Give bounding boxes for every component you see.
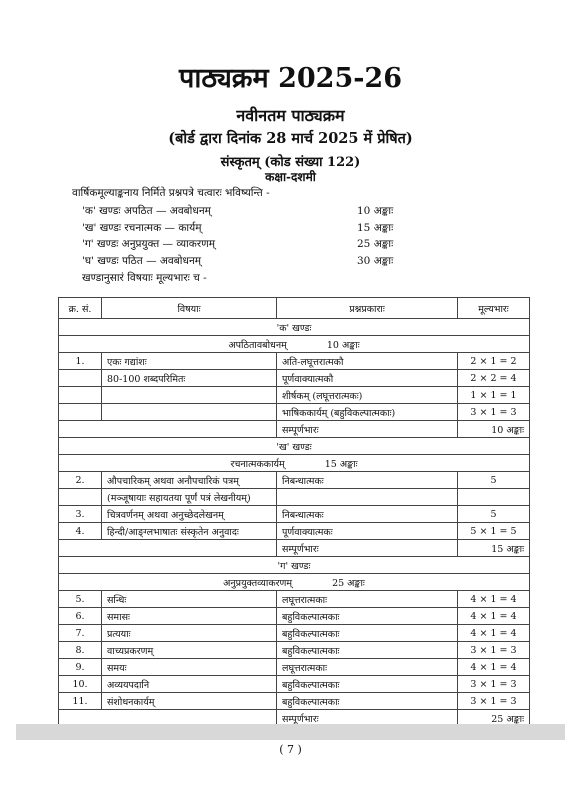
cell-subject: सन्धिः [102,591,277,608]
cell-question-type: अति-लघूत्तरात्मकौ [277,353,458,370]
cell-serial: 7. [59,625,102,642]
cell-marks: 5 [458,472,530,489]
cell-serial: 3. [59,506,102,523]
cell-marks: 3 × 1 = 3 [458,676,530,693]
cell-marks: 3 × 1 = 3 [458,693,530,710]
cell-subject: एकः गद्यांशः [102,353,277,370]
table-row [59,370,530,387]
table-row [59,591,530,608]
page-title: पाठ्यक्रम 2025-26 [178,63,403,94]
cell-question-type: पूर्णवाक्यात्मकौ [277,370,458,387]
cell-subject: प्रत्ययाः [102,625,277,642]
cell-question-type: बहुविकल्पात्मकाः [277,693,458,710]
cell-empty [59,421,277,438]
section-a-total: 10 अङ्काः [458,421,530,438]
section-b-total-row [59,540,530,557]
section-summary-item [82,237,402,251]
cell-marks: 3 × 1 = 3 [458,404,530,421]
cell-question-type: बहुविकल्पात्मकाः [277,642,458,659]
section-summary-label: 'क' खण्डः अपठित — अवबोधनम् [82,205,211,217]
cell-subject: वाच्यप्रकरणम् [102,642,277,659]
section-b-total: 15 अङ्काः [458,540,530,557]
cell-marks: 4 × 1 = 4 [458,608,530,625]
col-header-subject: विषयाः [102,298,277,319]
section-a-title: 'क' खण्डः [59,319,530,336]
cell-serial: 1. [59,353,102,370]
cell-subject [102,404,277,421]
table-row [59,523,530,540]
cell-subject: समयः [102,659,277,676]
table-row [59,387,530,404]
section-summary-label: 'ख' खण्डः रचनात्मक — कार्यम् [82,222,202,234]
cell-serial [59,404,102,421]
cell-question-type: निबन्धात्मकः [277,472,458,489]
cell-marks [458,489,530,506]
intro-sectionwise: खण्डानुसारं विषयाः मूल्यभारः च - [82,272,207,284]
cell-marks: 4 × 1 = 4 [458,591,530,608]
table-row [59,676,530,693]
section-summary-item [82,254,402,268]
cell-subject: संशोधनकार्यम् [102,693,277,710]
cell-subject: समासः [102,608,277,625]
cell-subject [102,387,277,404]
table-row [59,489,530,506]
table-header-row [59,298,530,319]
intro-text: वार्षिकमूल्याङ्कनाय निर्मिते प्रश्नपत्रे चत्वारः भविष्यन्ति - [72,187,270,199]
cell-serial [59,370,102,387]
page-number: ( 7 ) [279,743,302,756]
cell-subject: 80-100 शब्दपरिमितः [102,370,277,387]
cell-marks: 1 × 1 = 1 [458,387,530,404]
cell-marks: 2 × 1 = 2 [458,353,530,370]
cell-subject: हिन्दी/आङ्ग्लभाषातः संस्कृतेन अनुवादः [102,523,277,540]
cell-question-type: बहुविकल्पात्मकाः [277,625,458,642]
cell-serial: 6. [59,608,102,625]
cell-question-type: पूर्णवाक्यात्मकः [277,523,458,540]
col-header-serial: क्र. सं. [59,298,102,319]
section-c-heading [59,557,530,574]
total-label: सम्पूर्णभारः [277,710,458,727]
section-a-marks: 10 अङ्काः [326,339,360,351]
section-c-title: 'ग' खण्डः [59,557,530,574]
section-b-sub-cell [59,455,530,472]
section-b-title: 'ख' खण्डः [59,438,530,455]
cell-marks: 5 [458,506,530,523]
section-summary-label: 'घ' खण्डः पठित — अवबोधनम् [82,255,202,267]
cell-empty [59,540,277,557]
section-summary-label: 'ग' खण्डः अनुप्रयुक्त — व्याकरणम् [82,238,216,250]
cell-serial: 11. [59,693,102,710]
total-label: सम्पूर्णभारः [277,540,458,557]
section-c-sub-cell [59,574,530,591]
section-summary-marks: 15 अङ्काः [357,222,394,234]
cell-marks: 3 × 1 = 3 [458,642,530,659]
cell-serial [59,387,102,404]
cell-marks: 4 × 1 = 4 [458,625,530,642]
section-a-total-row [59,421,530,438]
table-row [59,472,530,489]
cell-question-type: बहुविकल्पात्मकाः [277,608,458,625]
cell-serial: 5. [59,591,102,608]
section-summary-marks: 25 अङ्काः [357,238,394,250]
cell-question-type: शीर्षकम् (लघूत्तरात्मकः) [277,387,458,404]
table-row [59,608,530,625]
cell-subject-note: (मञ्जूषायाः सहायतया पूर्णं पत्रं लेखनीयम्) [102,489,277,506]
table-row [59,353,530,370]
cell-question-type: निबन्धात्मकः [277,506,458,523]
table-row [59,506,530,523]
section-c-total: 25 अङ्काः [458,710,530,727]
section-b-subheading [59,455,530,472]
cell-marks: 2 × 2 = 4 [458,370,530,387]
section-b-name: रचनात्मककार्यम् [230,458,285,470]
cell-marks: 5 × 1 = 5 [458,523,530,540]
section-a-heading [59,319,530,336]
subtitle-board-date: (बोर्ड द्वारा दिनांक 28 मार्च 2025 में प्रेषित) [168,130,413,147]
col-header-question-type: प्रश्नप्रकाराः [277,298,458,319]
section-summary-marks: 10 अङ्काः [357,205,394,217]
cell-subject: अव्ययपदानि [102,676,277,693]
cell-question-type: भाषिककार्यम् (बहुविकल्पात्मकाः) [277,404,458,421]
col-header-marks: मूल्यभारः [458,298,530,319]
subtitle-latest-syllabus: नवीनतम पाठ्यक्रम [236,106,345,125]
cell-serial: 8. [59,642,102,659]
cell-serial: 9. [59,659,102,676]
section-summary-item [82,204,402,218]
table-row [59,625,530,642]
cell-question-type: बहुविकल्पात्मकाः [277,676,458,693]
subtitle-class: कक्षा-दशमी [265,170,316,184]
section-a-subheading [59,336,530,353]
section-b-marks: 15 अङ्काः [324,458,358,470]
total-label: सम्पूर्णभारः [277,421,458,438]
table-row [59,659,530,676]
section-c-subheading [59,574,530,591]
footer-bar [16,724,565,740]
section-summary-item [82,221,402,235]
cell-question-type: लघूत्तरात्मकाः [277,659,458,676]
section-a-sub-cell [59,336,530,353]
cell-serial: 2. [59,472,102,489]
section-a-name: अपठितावबोधनम् [228,339,287,351]
table-row [59,693,530,710]
cell-subject: औपचारिकम् अथवा अनौपचारिकं पत्रम् [102,472,277,489]
section-c-marks: 25 अङ्काः [332,577,365,589]
cell-question-type: लघूत्तरात्मकाः [277,591,458,608]
cell-question-type [277,489,458,506]
section-summary-marks: 30 अङ्काः [357,255,394,267]
table-row [59,404,530,421]
cell-marks: 4 × 1 = 4 [458,659,530,676]
cell-serial: 10. [59,676,102,693]
section-c-name: अनुप्रयुक्तव्याकरणम् [223,577,293,589]
syllabus-table [58,297,530,727]
subtitle-subject-code: संस्कृतम् (कोड संख्या 122) [220,155,361,170]
table-row [59,642,530,659]
section-b-heading [59,438,530,455]
cell-serial [59,489,102,506]
cell-subject: चित्रवर्णनम् अथवा अनुच्छेदलेखनम् [102,506,277,523]
cell-serial: 4. [59,523,102,540]
